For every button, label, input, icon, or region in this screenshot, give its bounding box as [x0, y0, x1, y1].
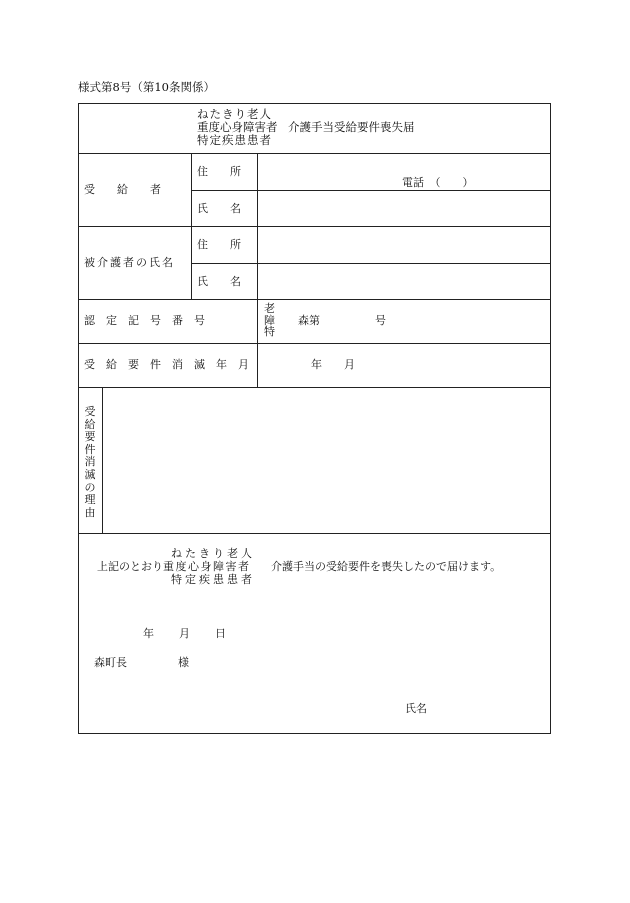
addressee-honorific: 様	[178, 656, 189, 669]
title-line-bedridden: ねたきり老人	[197, 107, 272, 121]
recipient-address-label: 住 所	[197, 165, 241, 178]
rule-reason-bottom	[78, 533, 551, 534]
rule-care-bottom	[78, 299, 551, 300]
declaration-line-bedridden: ねたきり老人	[171, 547, 255, 560]
title-line-disabled: 重度心身障害者	[197, 120, 278, 134]
title-line-disease: 特定疾患患者	[197, 133, 272, 147]
declaration-prefix: 上記のとおり	[97, 560, 163, 573]
form-number-caption: 様式第8号（第10条関係）	[78, 80, 215, 94]
loss-date-label: 受 給 要 件 消 滅 年 月	[84, 358, 249, 371]
care-receiver-address-field[interactable]	[258, 227, 550, 262]
mark-elderly: 老	[264, 302, 275, 315]
loss-date-field[interactable]: 年 月	[311, 358, 355, 371]
care-receiver-name-field[interactable]	[258, 264, 550, 298]
recipient-address-field[interactable]	[258, 154, 550, 189]
loss-reason-label: 受給要件消滅の理由	[84, 405, 96, 519]
certification-number-field[interactable]: 森第 号	[298, 314, 386, 327]
loss-reason-field[interactable]	[103, 388, 550, 532]
care-receiver-name-label: 氏 名	[197, 275, 241, 288]
care-receiver-label: 被介護者の氏名	[84, 256, 175, 269]
declaration-text: 介護手当の受給要件を喪失したので届けます。	[271, 560, 502, 573]
rule-cert-bottom	[78, 343, 551, 344]
signature-field[interactable]	[430, 698, 545, 718]
form-title: 介護手当受給要件喪失届	[288, 120, 415, 134]
recipient-phone-label: 電話 （ ）	[402, 176, 474, 189]
declaration-line-disabled: 重度心身障害者	[163, 560, 251, 573]
recipient-label: 受 給 者	[84, 183, 161, 196]
certification-label: 認 定 記 号 番 号	[84, 314, 205, 327]
mark-disease: 特	[264, 325, 275, 338]
rule-label-divider	[191, 153, 192, 299]
care-receiver-address-label: 住 所	[197, 238, 241, 251]
declaration-date[interactable]: 年 月 日	[143, 627, 227, 640]
mark-disabled: 障	[264, 313, 275, 327]
recipient-name-field[interactable]	[258, 191, 550, 225]
certification-type-marks	[264, 303, 275, 338]
recipient-name-label: 氏 名	[197, 202, 241, 215]
addressee: 森町長	[94, 656, 127, 669]
signature-label: 氏名	[405, 702, 427, 715]
declaration-line-disease: 特定疾患患者	[171, 573, 255, 586]
